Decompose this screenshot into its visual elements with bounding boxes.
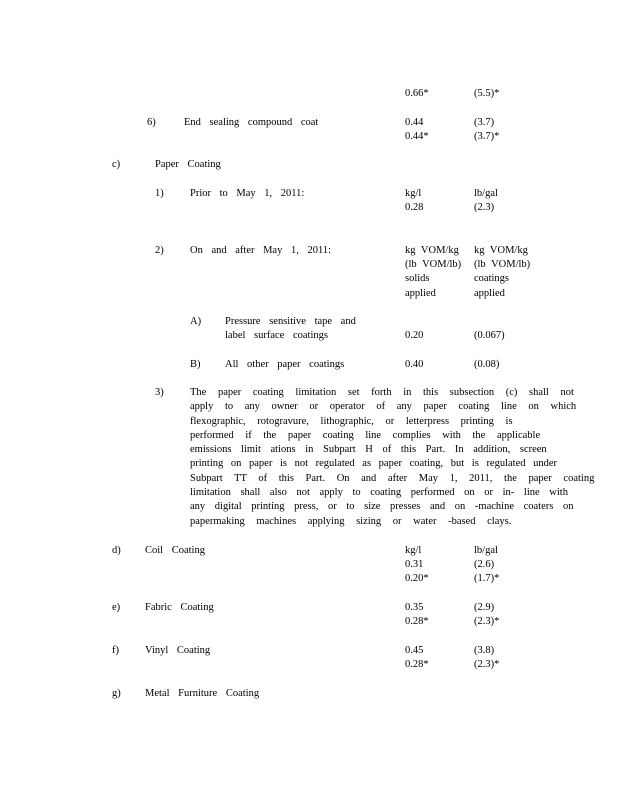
item-6-label: End sealing compound coat [184,117,319,128]
c-item-2-lb-header-4: applied [474,288,505,299]
c-item-2a-label-1: Pressure sensitive tape and [225,316,356,327]
section-c-letter: c) [112,159,121,170]
c-item-2-lb-header-1: kg VOM/kg [474,245,528,256]
section-g-title: Metal Furniture Coating [145,688,260,699]
c-item-2b-letter: B) [190,359,201,370]
c-item-2a-letter: A) [190,316,202,327]
c-item-2-kg-header-3: solids [405,273,430,284]
item-6-lb-1: (3.7) [474,117,495,128]
section-f-title: Vinyl Coating [145,645,211,656]
c-item-2b-label: All other paper coatings [225,359,345,370]
d-kg-2: 0.20* [405,573,429,584]
c-item-2-kg-header-2: (lb VOM/lb) [405,259,462,270]
c-item-2a-label-2: label surface coatings [225,330,328,341]
section-c-title: Paper Coating [155,159,221,170]
item-6-kg-2: 0.44* [405,131,429,142]
f-kg-2: 0.28* [405,659,429,670]
item-6-kg-1: 0.44 [405,117,424,128]
c-item-1-number: 1) [155,188,164,199]
d-lb-header: lb/gal [474,545,498,556]
d-kg-header: kg/l [405,545,422,556]
c-item-2-number: 2) [155,245,164,256]
e-lb-1: (2.9) [474,602,495,613]
c-item-1-label: Prior to May 1, 2011: [190,188,305,199]
c-item-2-lb-header-3: coatings [474,273,509,284]
section-d-title: Coil Coating [145,545,205,556]
paragraph-line: performed if the paper coating line complies with the applicable [190,429,541,441]
f-kg-1: 0.45 [405,645,424,656]
section-d-letter: d) [112,545,121,556]
c-item-2a-lb-value: (0.067) [474,330,505,341]
section-e-letter: e) [112,602,121,613]
section-e-title: Fabric Coating [145,602,214,613]
section-g-letter: g) [112,688,121,699]
e-kg-1: 0.35 [405,602,424,613]
paragraph-line: emissions limit ations in Subpart H of this Part. In addition, screen [190,444,547,456]
f-lb-1: (3.8) [474,645,495,656]
paragraph-line: Subpart TT of this Part. On and after May 1, 2011, the paper coating [190,472,595,484]
d-kg-1: 0.31 [405,559,424,570]
c-item-3-number: 3) [155,387,164,398]
f-lb-2: (2.3)* [474,659,500,670]
c-item-2a-kg-value: 0.20 [405,330,424,341]
c-item-1-lb-value: (2.3) [474,202,495,213]
paragraph-line: papermaking machines applying sizing or water -based clays. [190,515,512,527]
top-lb-value: (5.5)* [474,88,500,99]
e-lb-2: (2.3)* [474,616,500,627]
paragraph-line: limitation shall also not apply to coating performed on or in- line with [190,487,568,499]
c-item-2-kg-header-4: applied [405,288,436,299]
d-lb-2: (1.7)* [474,573,500,584]
e-kg-2: 0.28* [405,616,429,627]
c-item-2-lb-header-2: (lb VOM/lb) [474,259,531,270]
item-6-lb-2: (3.7)* [474,131,500,142]
item-6-number: 6) [147,117,156,128]
paragraph-line: The paper coating limitation set forth in this subsection (c) shall not [190,387,574,398]
c-item-1-kg-header: kg/l [405,188,422,199]
section-f-letter: f) [112,645,119,656]
c-item-2b-kg-value: 0.40 [405,359,424,370]
top-kg-value: 0.66* [405,88,429,99]
paragraph-line: apply to any owner or operator of any paper coating line on which [190,401,577,413]
c-item-2-kg-header-1: kg VOM/kg [405,245,459,256]
paragraph-line: any digital printing press, or to size presses and on -machine coaters on [190,501,574,513]
c-item-1-lb-header: lb/gal [474,188,498,199]
c-item-2b-lb-value: (0.08) [474,359,500,370]
c-item-3-paragraph [190,386,595,529]
paragraph-line: printing on paper is not regulated as paper coating, but is regulated under [190,458,558,470]
paragraph-line: flexographic, rotogravure, lithographic, or letterpress printing is [190,415,513,427]
c-item-2-label: On and after May 1, 2011: [190,245,331,256]
c-item-1-kg-value: 0.28 [405,202,424,213]
d-lb-1: (2.6) [474,559,495,570]
